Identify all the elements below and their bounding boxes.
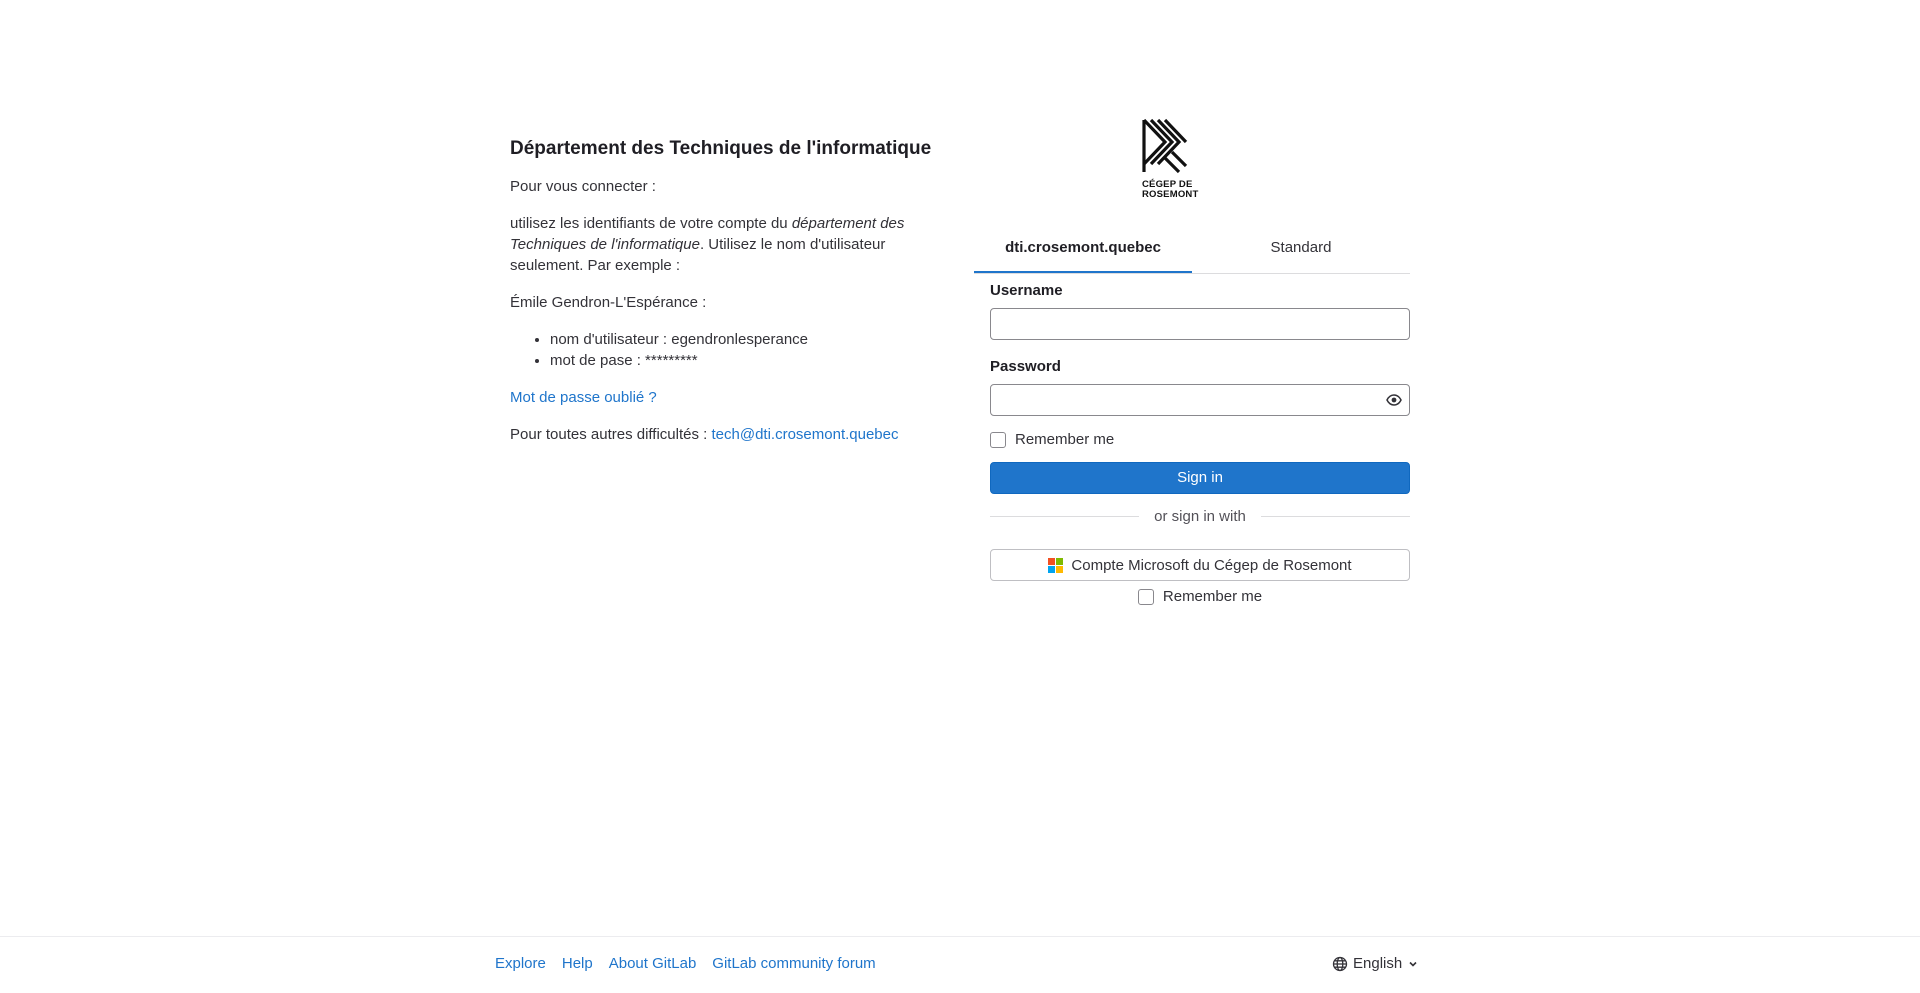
microsoft-logo-icon	[1048, 558, 1063, 573]
footer	[0, 936, 1920, 993]
contact-email-link[interactable]: tech@dti.crosemont.quebec	[711, 426, 899, 443]
footer-links	[495, 955, 876, 972]
sign-in-button[interactable]: Sign in	[990, 462, 1410, 494]
logo-line-1: CÉGEP DE	[1142, 179, 1193, 190]
password-label: Password	[990, 358, 1061, 375]
tab-standard[interactable]: Standard	[1270, 239, 1332, 256]
footer-link-explore[interactable]: Explore	[495, 955, 546, 972]
microsoft-signin-label: Compte Microsoft du Cégep de Rosemont	[1071, 556, 1352, 574]
remember-me-checkbox-2[interactable]	[1138, 589, 1154, 605]
password-row	[990, 384, 1410, 416]
divider-line	[990, 516, 1139, 517]
list-item: • nom d'utilisateur : egendronlesperance	[550, 329, 940, 350]
instructions-italic: département des Techniques de l'informatique	[510, 215, 905, 253]
list-item: • mot de pase : *********	[550, 350, 940, 371]
footer-link-about[interactable]: About GitLab	[608, 955, 697, 972]
remember-me-label-2: Remember me	[1162, 588, 1263, 605]
instructions-suffix: . Utilisez le nom d'utilisateur seulement. Par exemple :	[510, 236, 886, 274]
footer-link-forum[interactable]: GitLab community forum	[712, 955, 876, 972]
microsoft-signin-button[interactable]	[990, 549, 1410, 581]
intro-text: Pour vous connecter :	[510, 178, 656, 195]
remember-me-checkbox[interactable]	[990, 432, 1006, 448]
footer-link-help[interactable]: Help	[561, 955, 593, 972]
eye-icon[interactable]	[1386, 392, 1402, 408]
signin-form	[990, 282, 1410, 605]
contact-prefix: Pour toutes autres difficultés :	[510, 426, 712, 443]
tab-dti[interactable]: dti.crosemont.quebec	[974, 228, 1192, 273]
logo-text	[1142, 180, 1202, 200]
password-input[interactable]	[990, 384, 1410, 416]
instructions-text	[510, 213, 940, 276]
language-label: English	[1353, 955, 1403, 972]
username-label: Username	[990, 282, 1063, 299]
language-selector[interactable]	[1332, 955, 1419, 972]
username-input[interactable]	[990, 308, 1410, 340]
or-divider	[990, 508, 1410, 525]
forgot-password-link[interactable]: Mot de passe oublié ?	[510, 389, 657, 406]
cegep-logo-mark	[1142, 118, 1188, 174]
remember-me-row	[990, 431, 1410, 448]
example-name: Émile Gendron-L'Espérance :	[510, 294, 707, 311]
example-list	[550, 329, 940, 371]
page-title: Département des Techniques de l'informatique	[510, 138, 932, 159]
info-panel	[510, 118, 940, 461]
logo-line-2: ROSEMONT	[1142, 189, 1199, 200]
instructions-prefix: utilisez les identifiants de votre compte du	[510, 215, 792, 232]
chevron-down-icon	[1407, 958, 1419, 970]
divider-line	[1261, 516, 1410, 517]
contact-paragraph	[510, 424, 940, 445]
signin-tabs	[974, 228, 1410, 274]
divider-text: or sign in with	[1154, 508, 1246, 525]
remember-me-row-2	[990, 588, 1410, 605]
cegep-logo	[1142, 118, 1202, 200]
globe-icon	[1332, 956, 1348, 972]
remember-me-label: Remember me	[1015, 431, 1115, 448]
forgot-paragraph	[510, 387, 940, 408]
